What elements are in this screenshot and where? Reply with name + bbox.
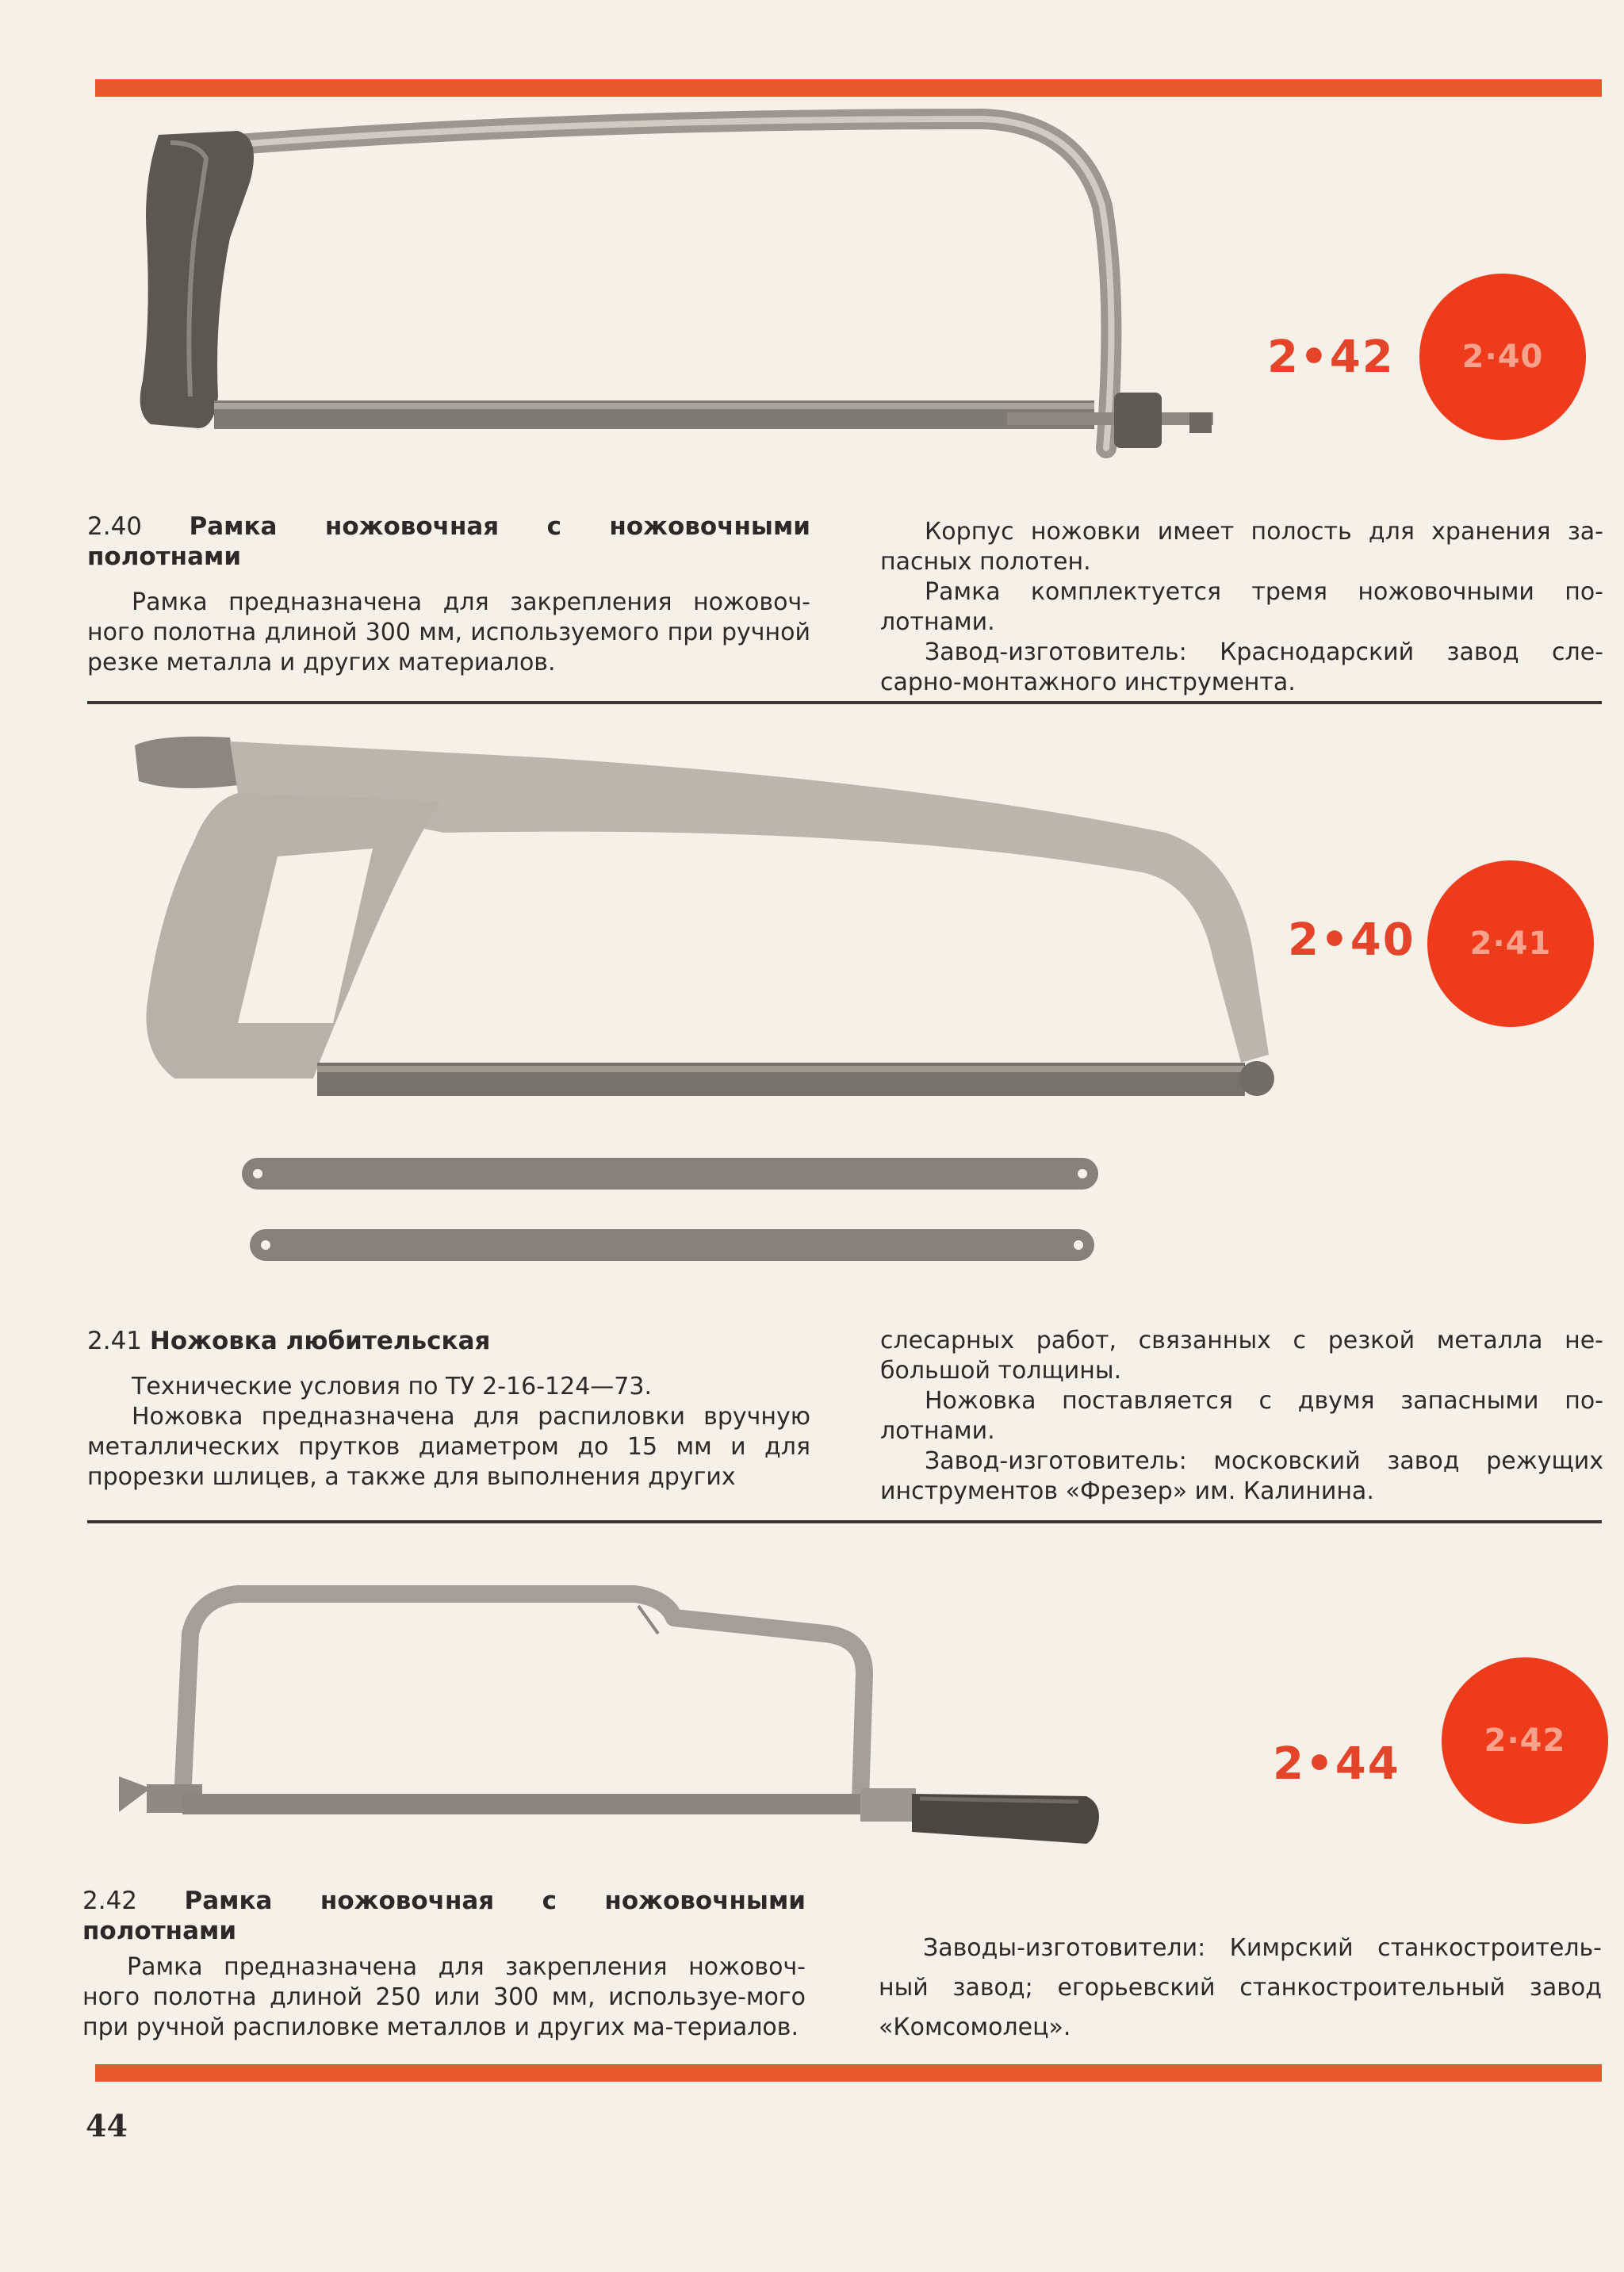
item-number-badge-label: 2·41 — [1469, 925, 1552, 962]
item-code: 2•42 — [1267, 331, 1395, 383]
item-number-badge — [1419, 274, 1586, 440]
item-description-left — [87, 1326, 810, 1492]
item-description-right — [880, 517, 1603, 698]
item-description-right — [879, 1929, 1602, 2048]
item-paragraph: Технические условия по ТУ 2-16-124—73. — [132, 1373, 653, 1400]
bottom-accent-bar — [95, 2064, 1602, 2082]
item-paragraph: Завод-изготовитель: московский завод режущих инструментов «Фрезер» им. Калинина. — [880, 1447, 1603, 1505]
item-paragraph: Рамка комплектуется тремя ножовочными по-лотнами. — [880, 578, 1603, 636]
section-divider — [87, 701, 1602, 704]
item-title: Рамка ножовочная с ножовочными полотнами — [87, 512, 811, 571]
item-title: Ножовка любительская — [149, 1327, 491, 1355]
item-number-badge — [1427, 860, 1594, 1027]
top-accent-bar — [95, 79, 1602, 97]
item-paragraph: слесарных работ, связанных с резкой металла не-большой толщины. — [880, 1327, 1603, 1385]
item-number-badge — [1442, 1657, 1608, 1824]
item-number-badge-label: 2·42 — [1484, 1722, 1566, 1759]
item-paragraph: Заводы-изготовители: Кимрский станкостроитель-ный завод; егорьевский станкостроительный завод «Комсомолец». — [879, 1934, 1602, 2041]
item-description-left — [82, 1886, 806, 2043]
item-paragraph: Завод-изготовитель: Краснодарский завод сле-сарно-монтажного инструмента. — [880, 638, 1603, 696]
item-description-left — [87, 511, 810, 678]
item-number: 2.42 — [82, 1887, 138, 1915]
item-number-badge-label: 2·40 — [1461, 339, 1544, 375]
page-number: 44 — [86, 2108, 128, 2144]
item-paragraph: Ножовка предназначена для распиловки вручную металлических прутков диаметром до 15 мм и для прорезки шлицев, а также для выполнения других — [87, 1403, 810, 1491]
item-heading — [87, 1326, 810, 1356]
item-code: 2•40 — [1288, 914, 1415, 966]
item-number: 2.40 — [87, 512, 143, 541]
item-code: 2•44 — [1273, 1738, 1400, 1790]
item-heading — [82, 1886, 806, 1946]
item-title: Рамка ножовочная с ножовочными полотнами — [82, 1887, 806, 1945]
item-paragraph: Ножовка поставляется с двумя запасными по-лотнами. — [880, 1387, 1603, 1445]
item-heading — [87, 511, 810, 572]
item-paragraph: Рамка предназначена для закрепления ножовоч-ного полотна длиной 300 мм, используемого при ручной резке металла и других материалов. — [87, 588, 810, 676]
item-number: 2.41 — [87, 1327, 143, 1355]
section-divider — [87, 1520, 1602, 1523]
item-description-right — [880, 1326, 1603, 1507]
item-paragraph: Корпус ножовки имеет полость для хранения за-пасных полотен. — [880, 518, 1603, 576]
item-paragraph: Рамка предназначена для закрепления ножовоч-ного полотна длиной 250 или 300 мм, используе-мого при ручной распиловке металлов и других ма-териалов. — [82, 1953, 806, 2041]
